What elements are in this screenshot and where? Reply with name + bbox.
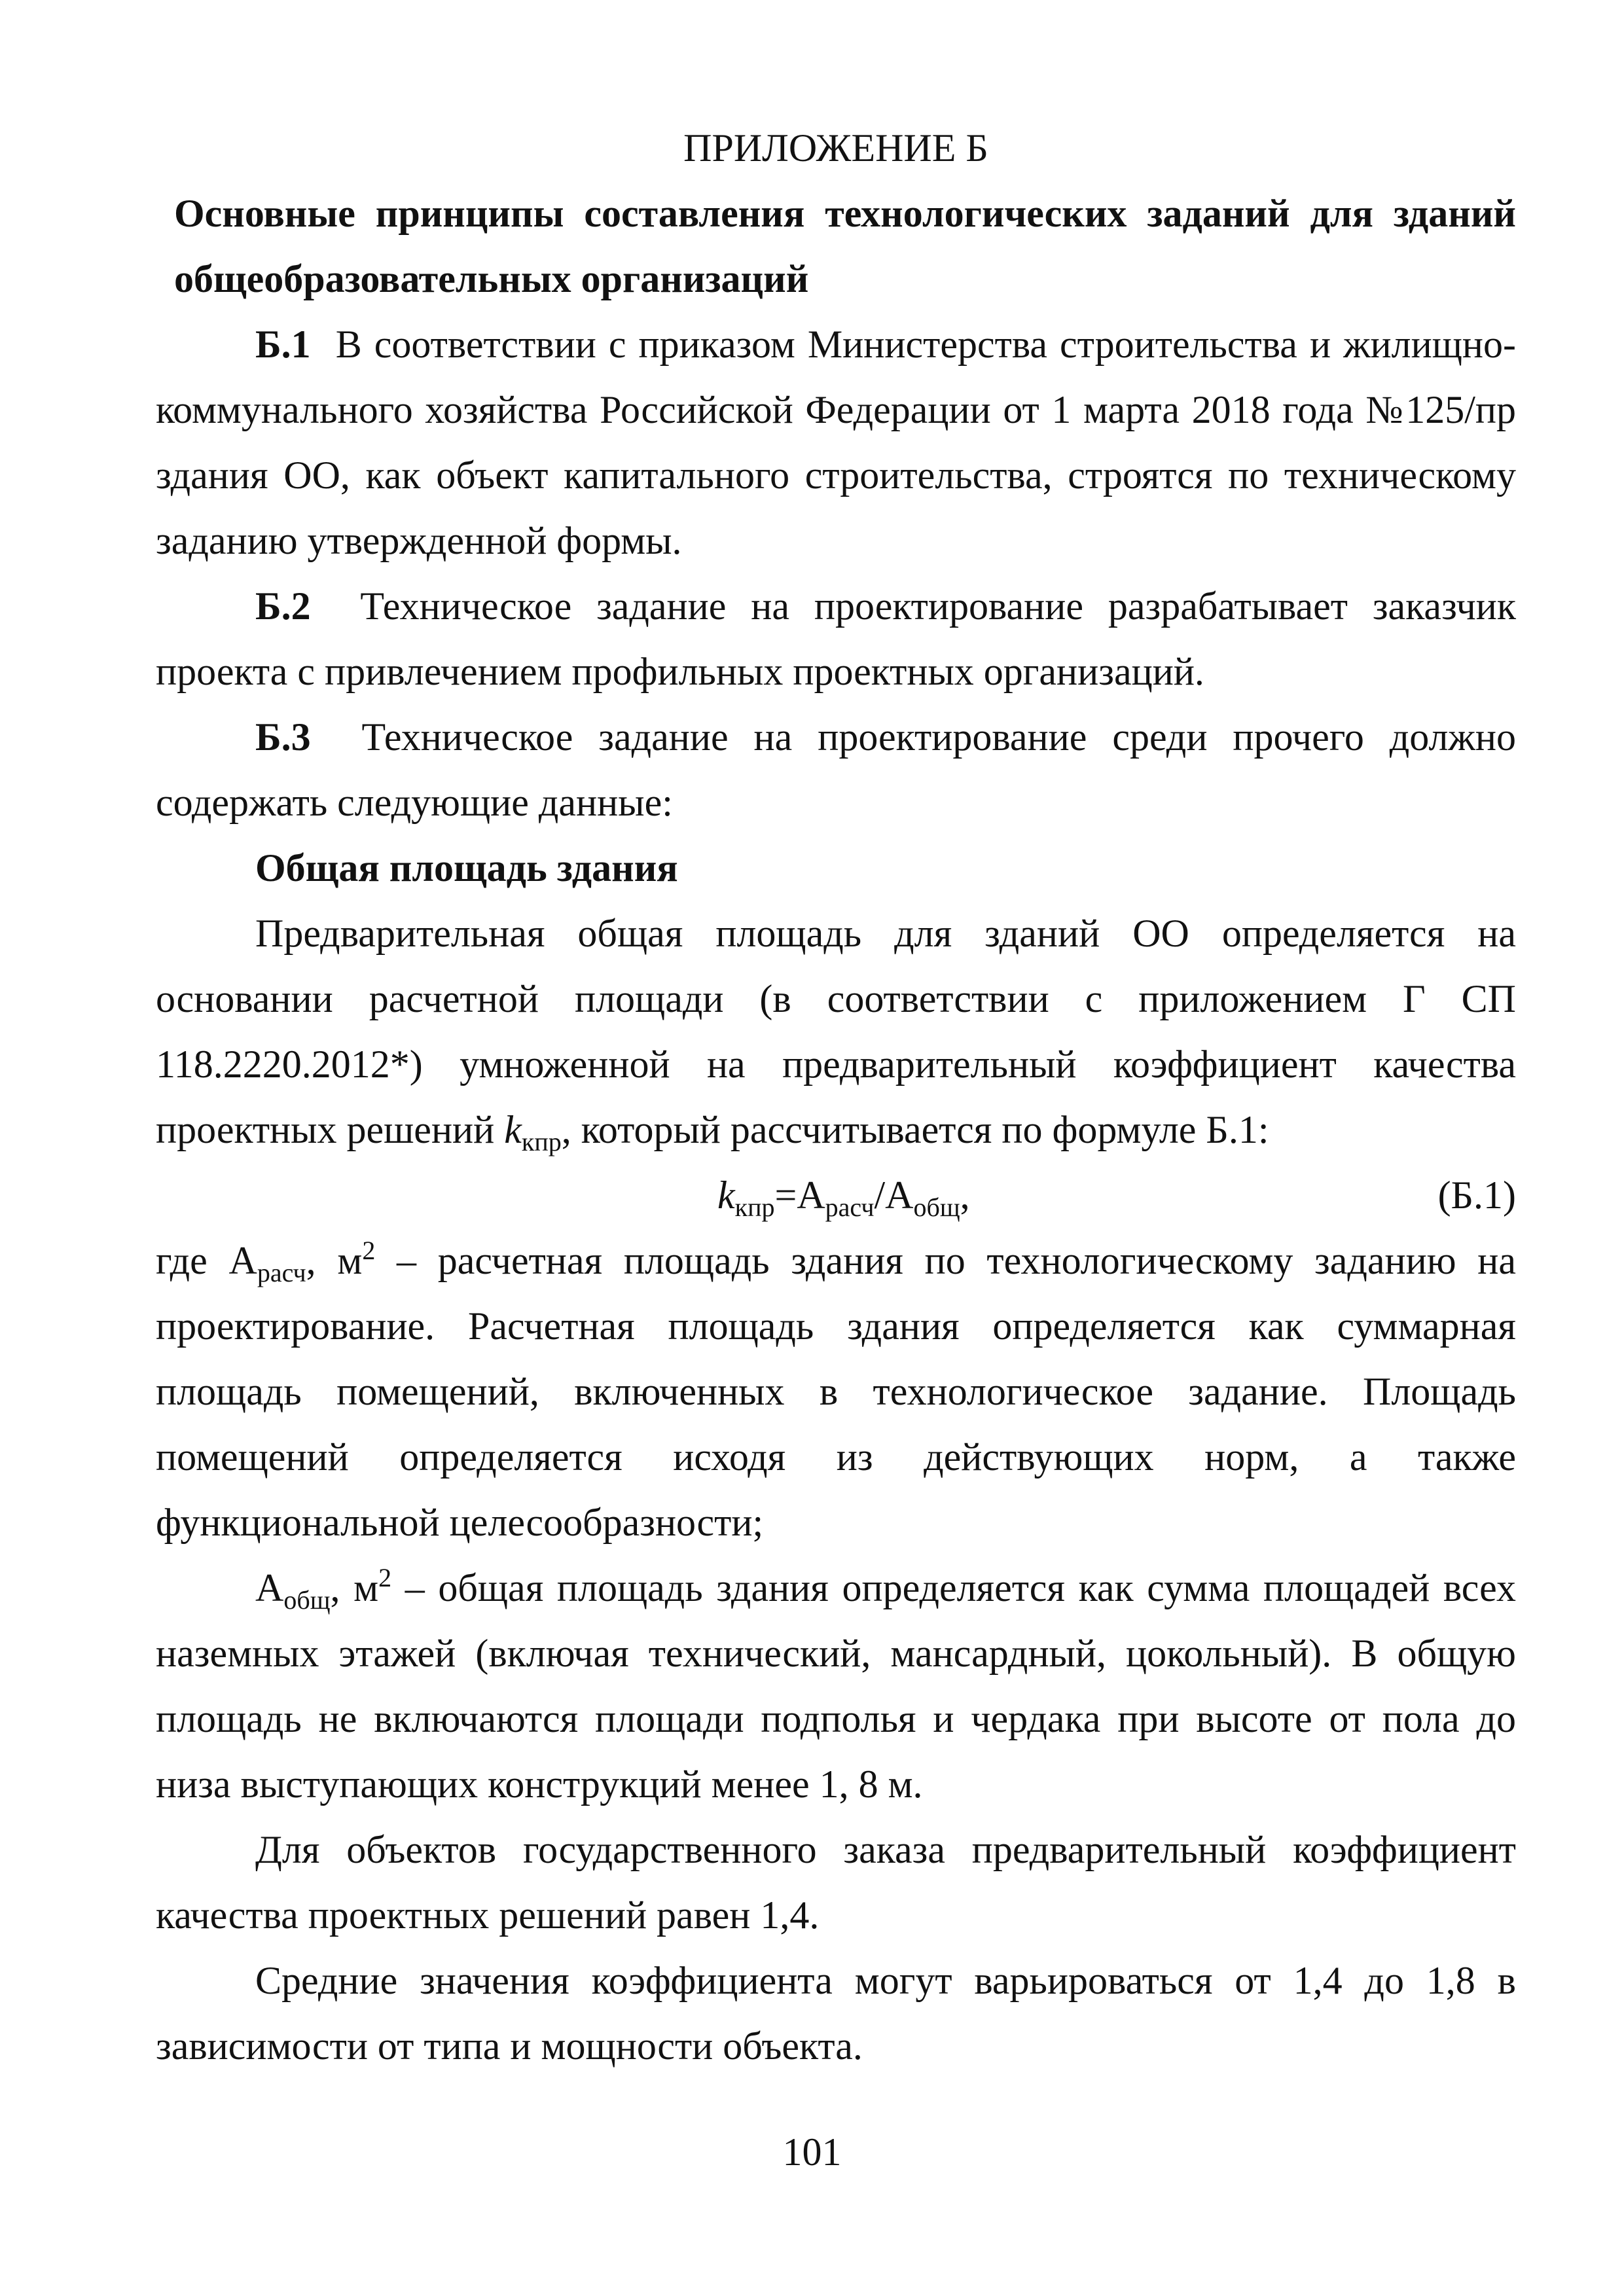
intro-text: Предварительная общая площадь для зданий ОО определяется на основании расчетной площади (в соответствии с приложением Г СП 118.2220.2012*) умноженной на предварительный коэффициент качества проектных решений xyxy=(156,912,1516,1151)
formula-number: (Б.1) xyxy=(1437,1174,1516,1217)
formula-slash: /А xyxy=(874,1174,914,1217)
formula-a-obsh-sub: общ xyxy=(913,1193,960,1222)
k-subscript: кпр xyxy=(521,1127,562,1157)
aobsh-lead: А xyxy=(255,1566,284,1609)
paragraph-b3 xyxy=(156,704,1516,835)
intro-tail: который рассчитывается по формуле Б.1: xyxy=(581,1108,1269,1151)
paragraph-intro xyxy=(156,901,1516,1162)
paragraph-where xyxy=(156,1228,1516,1555)
paragraph-a-obsh xyxy=(156,1555,1516,1817)
formula-row xyxy=(156,1162,1516,1228)
paragraph-b1-label: Б.1 xyxy=(255,323,311,366)
paragraph-b2-text: Техническое задание на проектирование разрабатывает заказчик проекта с привлечением профильных проектных организаций. xyxy=(156,584,1517,693)
paragraph-b2-gap xyxy=(311,584,361,628)
paragraph-b3-gap xyxy=(311,715,362,759)
page-body xyxy=(156,115,1516,2079)
k-symbol: k xyxy=(504,1108,522,1151)
intro-comma: , xyxy=(561,1108,571,1151)
paragraph-b1 xyxy=(156,312,1516,573)
where-unit-sup: 2 xyxy=(362,1236,376,1265)
aobsh-unit-sup: 2 xyxy=(378,1563,392,1592)
subheading-total-area: Общая площадь здания xyxy=(255,846,678,889)
aobsh-a-sub: общ xyxy=(283,1585,331,1615)
formula-eq: =А xyxy=(774,1174,825,1217)
formula-end: , xyxy=(960,1174,970,1217)
formula-a-rasch-sub: расч xyxy=(825,1193,875,1222)
section-title: Основные принципы составления технологических заданий для зданий общеобразовательных организаций xyxy=(174,192,1516,300)
where-a-sub: расч xyxy=(257,1258,306,1287)
aobsh-unit: , м xyxy=(330,1566,379,1609)
appendix-title: ПРИЛОЖЕНИЕ Б xyxy=(683,126,988,170)
paragraph-b3-label: Б.3 xyxy=(255,715,311,759)
where-text: – расчетная площадь здания по технологическому заданию на проектирование. Расчетная площадь здания определяется как суммарная площадь помещений, включенных в технологическое задание. Площадь помещений определяется исходя из действующих норм, а также функциональной целесообразности; xyxy=(156,1239,1516,1544)
paragraph-b2 xyxy=(156,573,1516,704)
paragraph-state-order: Для объектов государственного заказа предварительный коэффициент качества проектных решений равен 1,4. xyxy=(156,1828,1516,1937)
where-lead: где А xyxy=(156,1239,257,1282)
paragraph-b3-text: Техническое задание на проектирование среди прочего должно содержать следующие данные: xyxy=(156,715,1516,824)
paragraph-average-values: Средние значения коэффициента могут варьироваться от 1,4 до 1,8 в зависимости от типа и мощности объекта. xyxy=(156,1959,1516,2068)
formula-k: k xyxy=(717,1174,735,1217)
paragraph-b1-gap xyxy=(311,323,336,366)
aobsh-text: – общая площадь здания определяется как сумма площадей всех наземных этажей (включая технический, мансардный, цокольный). В общую площадь не включаются площади подполья и чердака при высоте от пола до низа выступающих конструкций менее 1, 8 м. xyxy=(156,1566,1517,1806)
where-unit: , м xyxy=(306,1239,363,1282)
formula-b1 xyxy=(717,1162,970,1228)
paragraph-b1-text: В соответствии с приказом Министерства строительства и жилищно-коммунального хозяйства Российской Федерации от 1 марта 2018 года №125/пр здания ОО, как объект капитального строительства, строятся по техническому заданию утвержденной формы. xyxy=(156,323,1517,562)
paragraph-b2-label: Б.2 xyxy=(255,584,311,628)
page-number: 101 xyxy=(782,2130,842,2174)
formula-k-sub: кпр xyxy=(734,1193,775,1222)
